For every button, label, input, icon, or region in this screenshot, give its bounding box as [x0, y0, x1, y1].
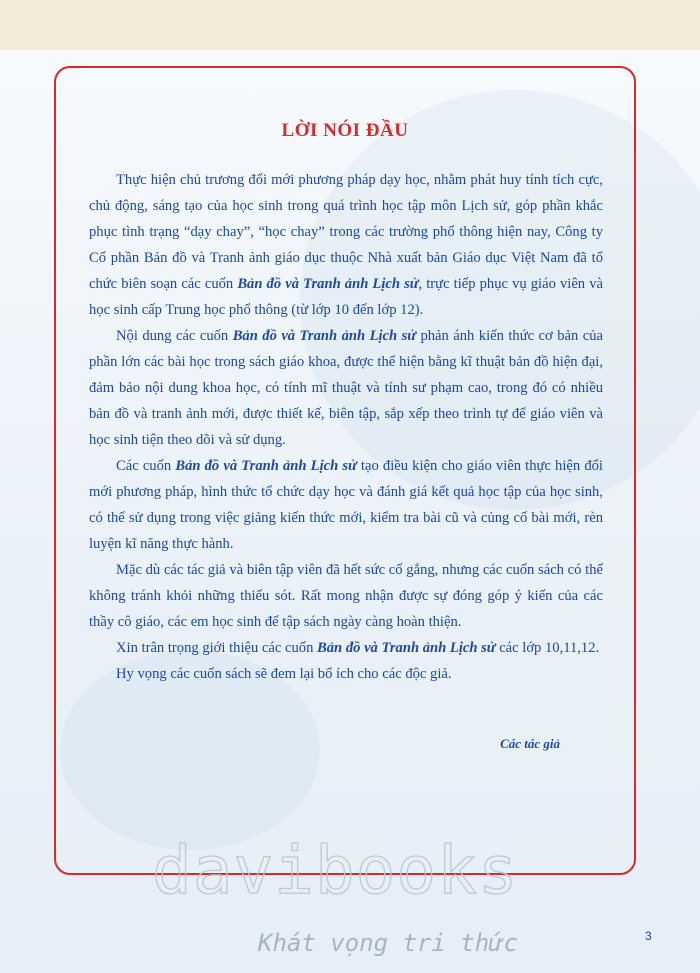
preface-body — [89, 167, 603, 687]
top-paper-band — [0, 0, 700, 52]
paragraph-4: Mặc dù các tác giả và biên tập viên đã hết sức cố gắng, nhưng các cuốn sách có thể không tránh khỏi những thiếu sót. Rất mong nhận được sự đóng góp ý kiến của các thầy cô giáo, các em học sinh để tập sách ngày càng hoàn thiện. — [89, 562, 603, 630]
watermark-slogan: Khát vọng tri thức — [258, 929, 519, 957]
paragraph-1: Thực hiện chủ trương đổi mới phương pháp dạy học, nhằm phát huy tính tích cực, chủ động, sáng tạo của học sinh trong quá trình học tập môn Lịch sử, góp phần khắc phục tình trạng “dạy chay”, “học chay” trong các trường phổ thông hiện nay, Công ty Cổ phần Bản đồ và Tranh ảnh giáo dục thuộc Nhà xuất bản Giáo dục Việt Nam đã tổ chức biên soạn các cuốn Bản đồ và Tranh ảnh Lịch sử, trực tiếp phục vụ giáo viên và học sinh cấp Trung học phổ thông (từ lớp 10 đến lớp 12). — [89, 172, 603, 318]
page-number: 3 — [645, 929, 652, 943]
book-title: Bản đồ và Tranh ảnh Lịch sử — [232, 328, 416, 344]
paragraph-2: Nội dung các cuốn Bản đồ và Tranh ảnh Lịch sử phản ánh kiến thức cơ bản của phần lớn các bài học trong sách giáo khoa, được thể hiện bằng kĩ thuật bản đồ hiện đại, đảm bảo nội dung khoa học, có tính mĩ thuật và tính sư phạm cao, trong đó có nhiều bản đồ và tranh ảnh mới, được thiết kế, biên tập, sắp xếp theo trình tự để giáo viên và học sinh tiện theo dõi và sử dụng. — [89, 328, 603, 448]
page-title: LỜI NÓI ĐẦU — [281, 120, 409, 141]
watermark-brand: davibooks — [152, 832, 519, 909]
book-title: Bản đồ và Tranh ảnh Lịch sử — [317, 640, 496, 656]
book-title: Bản đồ và Tranh ảnh Lịch sử — [237, 276, 419, 292]
paragraph-5: Xin trân trọng giới thiệu các cuốn Bản đồ và Tranh ảnh Lịch sử các lớp 10,11,12. — [116, 640, 600, 656]
paragraph-6: Hy vọng các cuốn sách sẽ đem lại bổ ích cho các độc giả. — [116, 666, 452, 682]
book-title: Bản đồ và Tranh ảnh Lịch sử — [175, 458, 357, 474]
signature: Các tác giả — [500, 736, 560, 751]
paragraph-3: Các cuốn Bản đồ và Tranh ảnh Lịch sử tạo điều kiện cho giáo viên thực hiện đổi mới phương pháp, hình thức tổ chức dạy học và đánh giá kết quả học tập của học sinh, có thể sử dụng trong việc giảng kiến thức mới, kiểm tra bài cũ và củng cố bài mới, rèn luyện kĩ năng thực hành. — [89, 458, 603, 552]
